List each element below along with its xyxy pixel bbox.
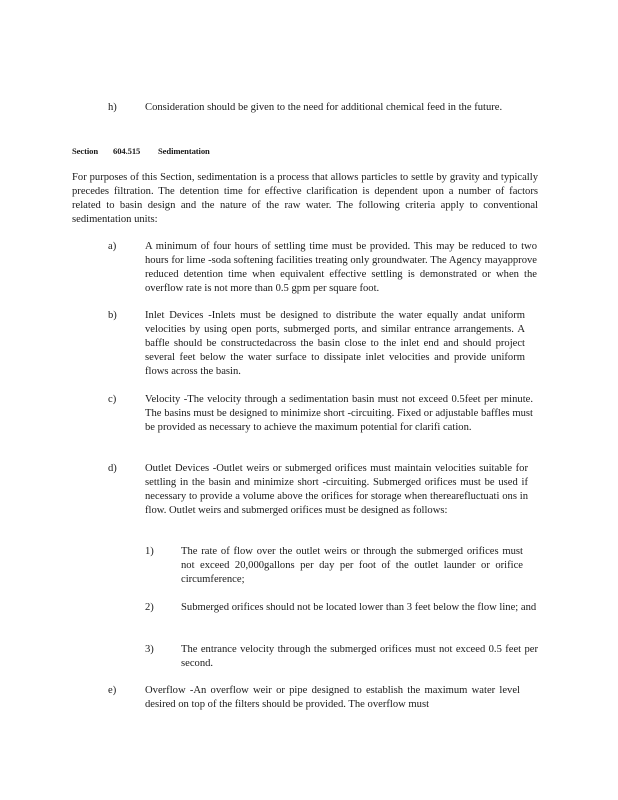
- item-text: Consideration should be given to the need for additional chemical feed in the future.: [145, 102, 503, 113]
- item-label: h): [108, 102, 117, 113]
- subitem-label: 2): [145, 602, 154, 613]
- item-label: e): [108, 685, 117, 696]
- item-label: b): [108, 310, 117, 321]
- section-word: Section: [72, 146, 99, 156]
- subitem-text: Submerged orifices should not be located lower than 3 feet below the flow line; and: [181, 602, 537, 613]
- item-text: Velocity -The velocity through a sedimentation basin must not exceed 0.5feet per minute. The basins must be designed to minimize short -circuiting. Fixed or adjustable baffles must be provided as necessary to achieve the maximum potential for clarifi cation.: [145, 394, 533, 433]
- item-text: Overflow -An overflow weir or pipe designed to establish the maximum water level desired on top of the filters should be provided. The overflow must: [145, 685, 520, 710]
- subitem-text: The entrance velocity through the submerged orifices must not exceed 0.5 feet per second.: [181, 644, 538, 669]
- item-text: Inlet Devices -Inlets must be designed to distribute the water equally andat uniform velocities by using open ports, submerged ports, and similar entrance arrangements. A baffle should be constructedacross the basin close to the inlet end and should project several feet below the water surface to dissipate inlet velocities and provide uniform flows across the basin.: [145, 310, 525, 377]
- item-label: d): [108, 463, 117, 474]
- intro-paragraph: For purposes of this Section, sedimentation is a process that allows particles to settle by gravity and typically precedes filtration. The detention time for effective clarification is dependent upon a number of factors related to basin design and the nature of the raw water. The following criteria apply to conventional sedimentation units:: [72, 172, 538, 225]
- subitem-text: The rate of flow over the outlet weirs or through the submerged orifices must not exceed 20,000gallons per day per foot of the outlet launder or orifice circumference;: [181, 546, 523, 585]
- item-label: c): [108, 394, 117, 405]
- section-number: 604.515: [113, 146, 141, 156]
- item-text: Outlet Devices -Outlet weirs or submerged orifices must maintain velocities suitable for settling in the basin and minimize short -circuiting. Submerged orifices must be used if necessary to provide a volume above the orifices for storage when therearefluctuati ons in flow. Outlet weirs and submerged orifices must be designed as follows:: [145, 463, 528, 516]
- section-title: Sedimentation: [158, 146, 210, 156]
- subitem-label: 3): [145, 644, 154, 655]
- subitem-label: 1): [145, 546, 154, 557]
- item-label: a): [108, 241, 117, 252]
- item-text: A minimum of four hours of settling time must be provided. This may be reduced to two hours for lime -soda softening facilities treating only groundwater. The Agency mayapprove reduced detention time when equivalent effective settling is demonstrated or when the overflow rate is not more than 0.5 gpm per square foot.: [145, 241, 537, 294]
